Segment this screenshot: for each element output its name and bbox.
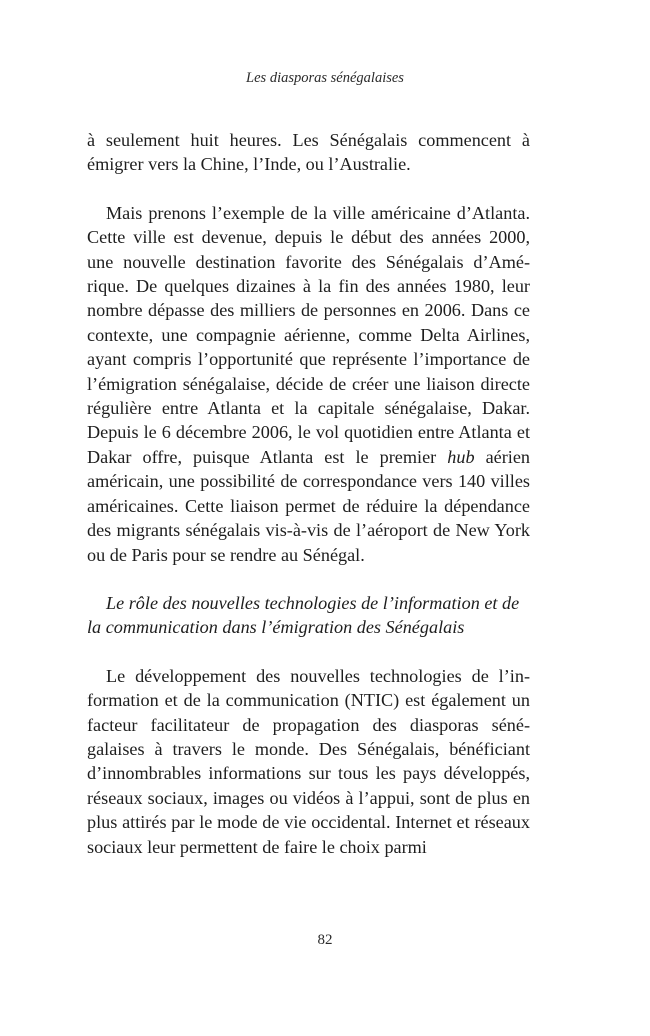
paragraph-atlanta — [87, 201, 530, 567]
running-header: Les diasporas sénégalaises — [246, 70, 404, 86]
paragraph-ntic: Le développement des nouvelles technologies de l’information et de la communication (NTIC) est également un facteur facilitateur de propagation des diasporas sénégalaises à travers le monde. Des Sénégalais, bénéficiant d’innombrables informations sur tous les pays développés, réseaux sociaux, images ou vidéos à l’appui, sont de plus en plus attirés par le mode de vie occidental. Internet et réseaux sociaux leur permettent de faire le choix parmi — [87, 665, 530, 857]
paragraph-continuation: à seulement huit heures. Les Sénégalais commencent à émigrer vers la Chine, l’Inde, ou l’Australie. — [87, 130, 530, 175]
section-subheading: Le rôle des nouvelles technologies de l’information et de la communication dans l’émigration des Sénégalais — [87, 592, 520, 638]
page-body — [87, 128, 530, 859]
paragraph-atlanta-text-2: aérien américain, une possibilité de correspondance vers 140 villes américaines. Cette liaison permet de réduire la dépendance des migrants sénégalais vis-à-vis de l’aéroport de New York ou de Paris pour se rendre au Sénégal. — [87, 446, 530, 565]
hub-term: hub — [447, 446, 475, 467]
paragraph-atlanta-text-1: Mais prenons l’exemple de la ville américaine d’Atlanta. Cette ville est devenue, depuis le début des années 2000, une nouvelle destination favorite des Sénégalais d’Amérique. De quelques dizaines à la fin des années 1980, leur nombre dépasse des milliers de personnes en 2006. Dans ce contexte, une compagnie aérienne, comme Delta Airlines, ayant compris l’opportunité que représente l’importance de l’émigration sénégalaise, décide de créer une liaison directe régulière entre Atlanta et la capitale sénégalaise, Dakar. Depuis le 6 décembre 2006, le vol quotidien entre Atlanta et Dakar offre, puisque Atlanta est le premier — [87, 202, 530, 467]
page-number: 82 — [317, 932, 333, 948]
